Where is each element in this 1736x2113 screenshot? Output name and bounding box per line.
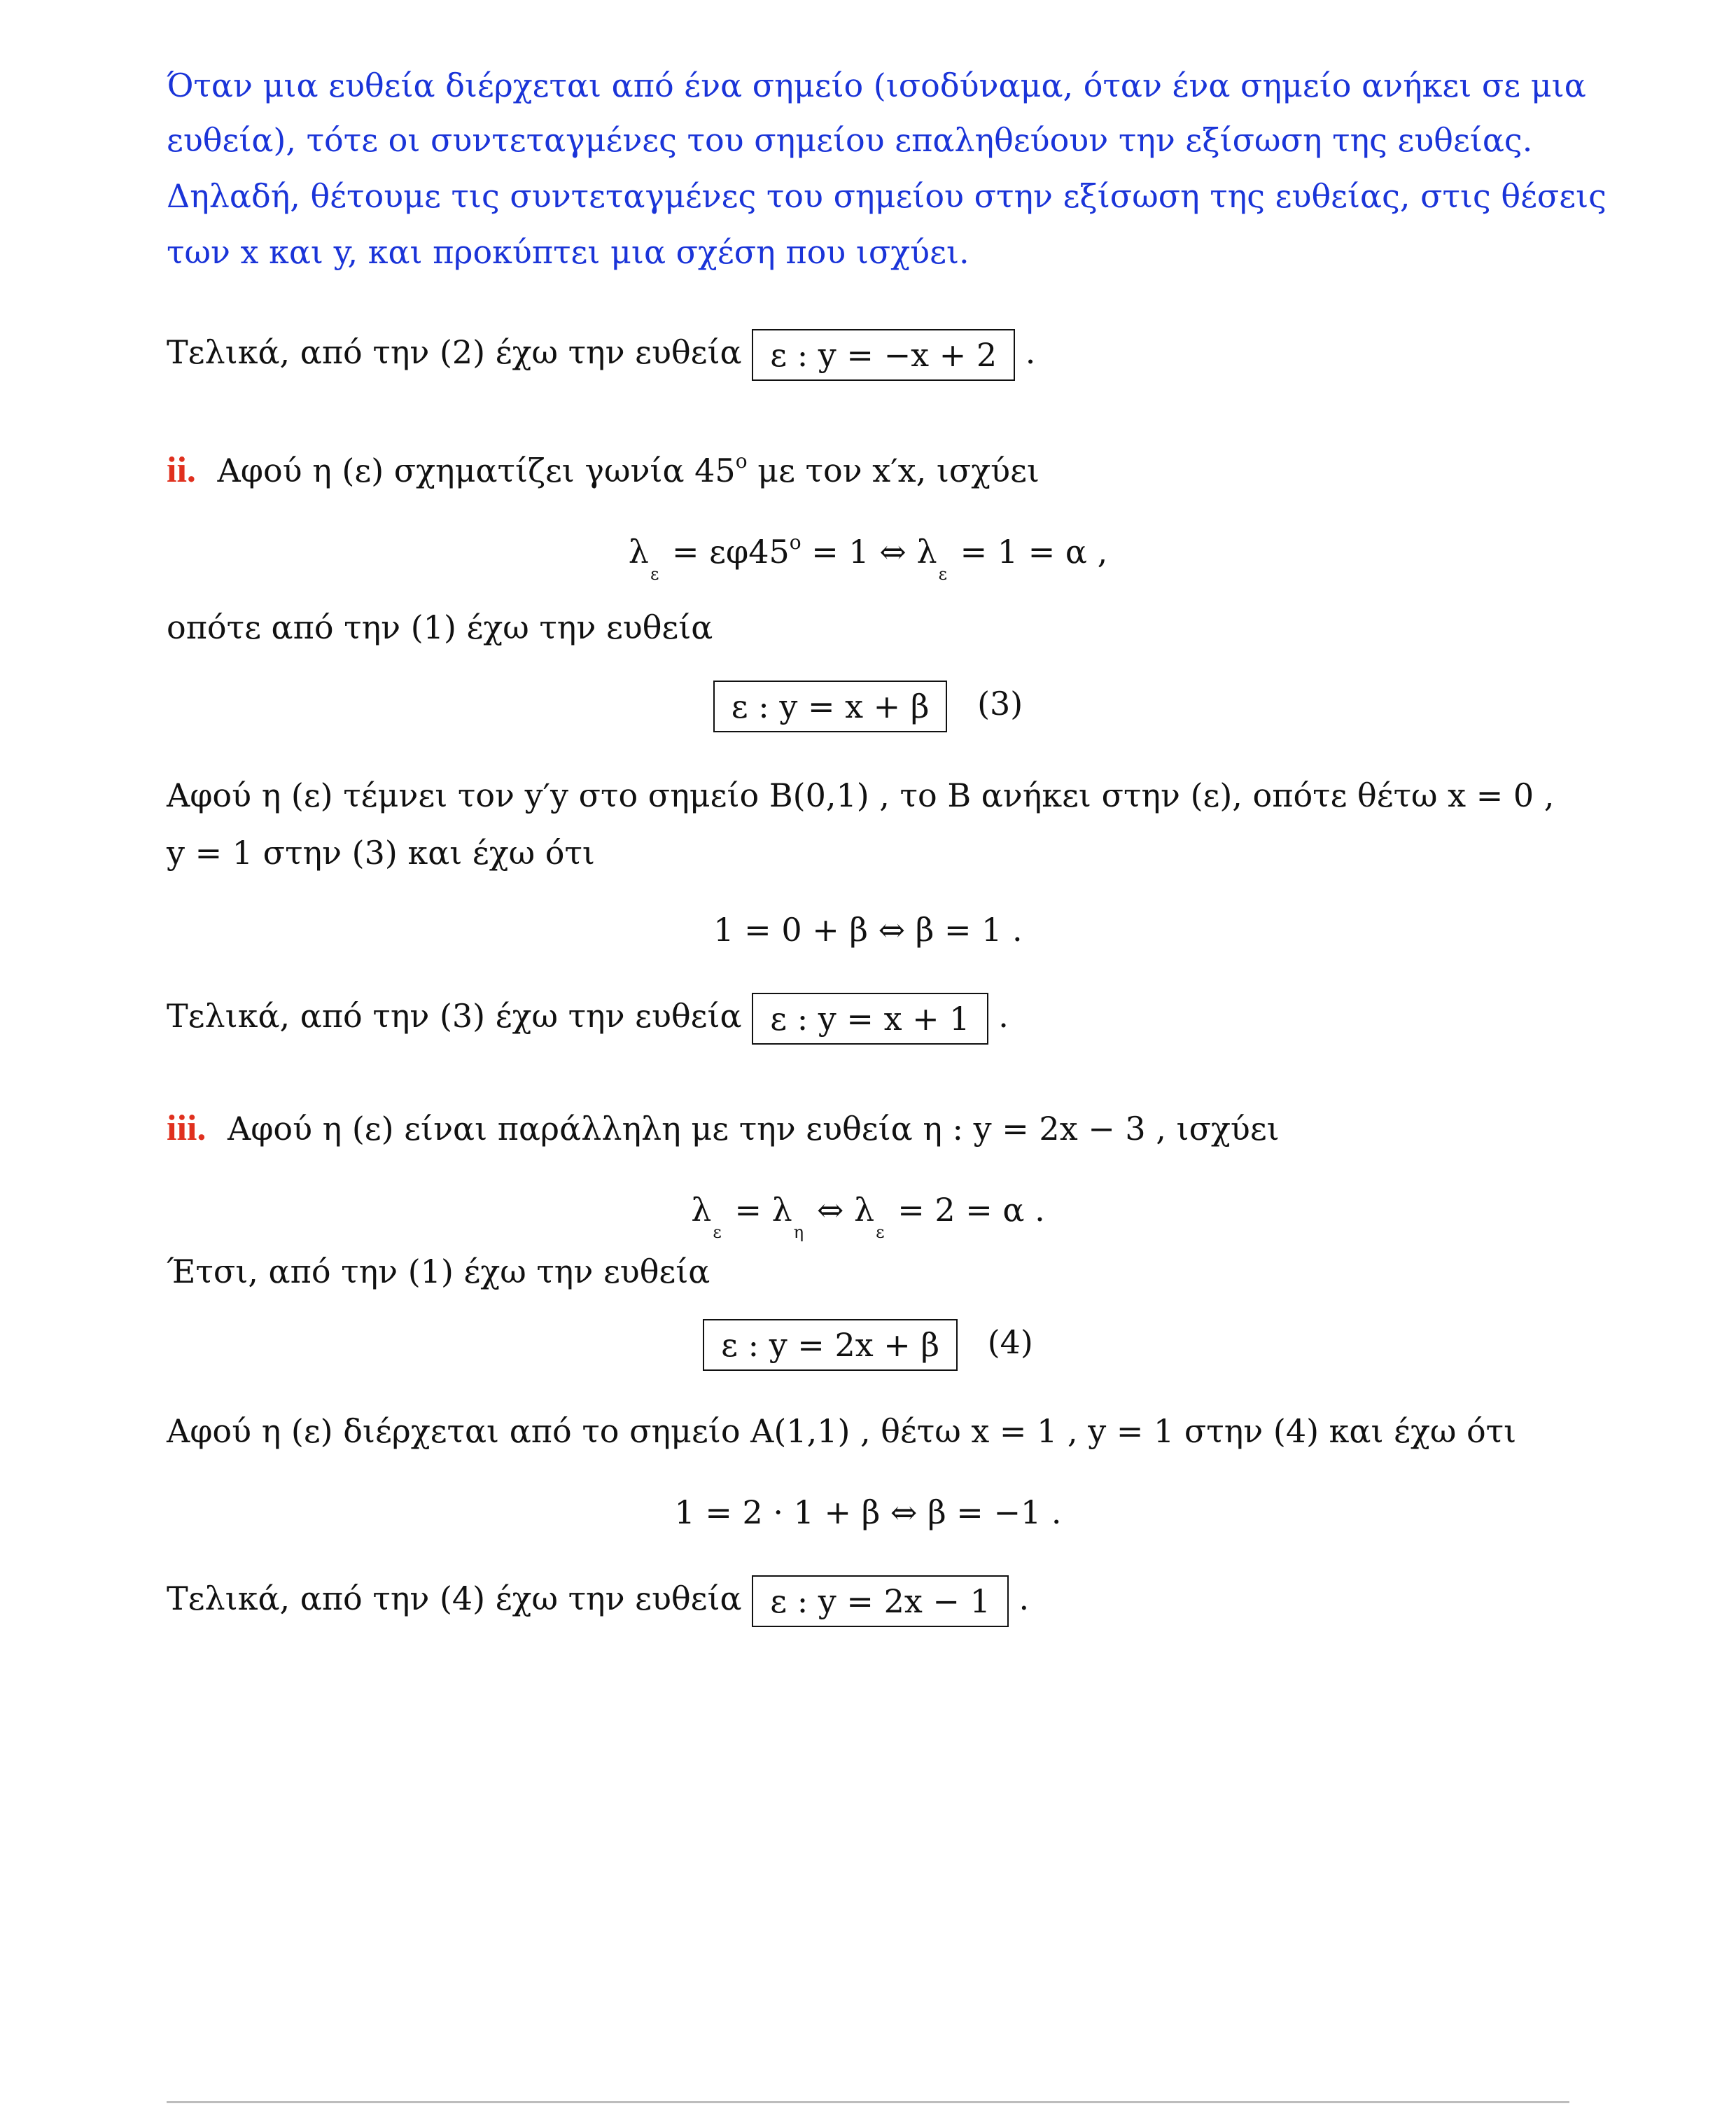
part-ii-point-line-2: y = 1 στην (3) και έχω ότι bbox=[167, 834, 595, 872]
result-period: . bbox=[998, 997, 1009, 1035]
part-label-iii: iii. bbox=[167, 1108, 206, 1148]
part-ii-point-line-1: Αφού η (ε) τέμνει τον y′y στο σημείο B(0,1) , το B ανήκει στην (ε), οπότε θέτω x = 0 , bbox=[167, 776, 1555, 814]
eq-part: = 1 ⇔ λ bbox=[811, 533, 937, 571]
part-label-ii: ii. bbox=[167, 450, 196, 490]
part-ii-then: οπότε από την (1) έχω την ευθεία bbox=[167, 608, 713, 646]
equation-number: (3) bbox=[977, 685, 1023, 723]
part-ii-equation-1 bbox=[167, 531, 1569, 584]
part-iii-result bbox=[167, 1575, 1029, 1627]
part-ii-intro bbox=[167, 449, 1040, 496]
part-iii-equation-2: 1 = 2 · 1 + β ⇔ β = −1 . bbox=[674, 1493, 1062, 1531]
part-i-result bbox=[167, 329, 1035, 381]
intro-line-4: των x και y, και προκύπτει μια σχέση που ισχύει. bbox=[167, 233, 969, 271]
subscript-epsilon: ε bbox=[876, 1222, 885, 1242]
result-period: . bbox=[1018, 1579, 1030, 1617]
subscript-epsilon: ε bbox=[713, 1222, 722, 1242]
part-iii-then: Έτσι, από την (1) έχω την ευθεία bbox=[167, 1253, 710, 1290]
part-ii-intro-a: Αφού η (ε) σχηματίζει γωνία 45 bbox=[217, 452, 736, 489]
boxed-equation: ε : y = −x + 2 bbox=[752, 329, 1015, 381]
result-text: Τελικά, από την (4) έχω την ευθεία bbox=[167, 1579, 742, 1617]
subscript-epsilon: ε bbox=[938, 564, 948, 584]
equation-number: (4) bbox=[987, 1323, 1033, 1361]
boxed-equation: ε : y = x + 1 bbox=[752, 993, 988, 1045]
document-page bbox=[167, 0, 1606, 2113]
part-iii-point-line: Αφού η (ε) διέρχεται από το σημείο A(1,1) , θέτω x = 1 , y = 1 στην (4) και έχω ότι bbox=[167, 1412, 1517, 1450]
part-iii-equation-1 bbox=[167, 1189, 1569, 1242]
part-iii-intro bbox=[167, 1108, 1280, 1150]
boxed-equation: ε : y = 2x − 1 bbox=[752, 1575, 1009, 1627]
part-iii-boxed-row bbox=[167, 1319, 1569, 1371]
eq-part: = εφ45 bbox=[672, 533, 790, 571]
boxed-equation: ε : y = 2x + β bbox=[703, 1319, 958, 1371]
part-ii-equation-2: 1 = 0 + β ⇔ β = 1 . bbox=[713, 911, 1023, 949]
intro-line-1: Όταν μια ευθεία διέρχεται από ένα σημείο (ισοδύναμα, όταν ένα σημείο ανήκει σε μια bbox=[167, 67, 1586, 104]
eq-part: = 2 = α . bbox=[897, 1191, 1045, 1229]
result-text: Τελικά, από την (2) έχω την ευθεία bbox=[167, 333, 742, 371]
degree-sup: ο bbox=[735, 449, 748, 473]
degree-sup: ο bbox=[789, 531, 802, 554]
part-iii-intro-text: Αφού η (ε) είναι παράλληλη με την ευθεία η : y = 2x − 3 , ισχύει bbox=[227, 1110, 1280, 1148]
part-ii-boxed-row bbox=[167, 681, 1569, 732]
eq-part: = 1 = α , bbox=[960, 533, 1108, 571]
lambda-symbol: λ bbox=[691, 1191, 712, 1229]
boxed-equation: ε : y = x + β bbox=[713, 681, 948, 732]
intro-line-2: ευθεία), τότε οι συντεταγμένες του σημείου επαληθεύουν την εξίσωση της ευθείας. bbox=[167, 121, 1533, 159]
part-ii-intro-b: με τον x′x, ισχύει bbox=[757, 452, 1040, 489]
result-period: . bbox=[1025, 333, 1036, 371]
subscript-epsilon: ε bbox=[650, 564, 659, 584]
result-text: Τελικά, από την (3) έχω την ευθεία bbox=[167, 997, 742, 1035]
footer-divider bbox=[167, 2101, 1569, 2103]
lambda-symbol: λ bbox=[628, 533, 649, 571]
part-ii-result bbox=[167, 993, 1009, 1045]
subscript-eta: η bbox=[793, 1222, 804, 1242]
eq-part: = λ bbox=[734, 1191, 792, 1229]
intro-line-3: Δηλαδή, θέτουμε τις συντεταγμένες του σημείου στην εξίσωση της ευθείας, στις θέσεις bbox=[167, 177, 1606, 215]
eq-part: ⇔ λ bbox=[816, 1191, 875, 1229]
